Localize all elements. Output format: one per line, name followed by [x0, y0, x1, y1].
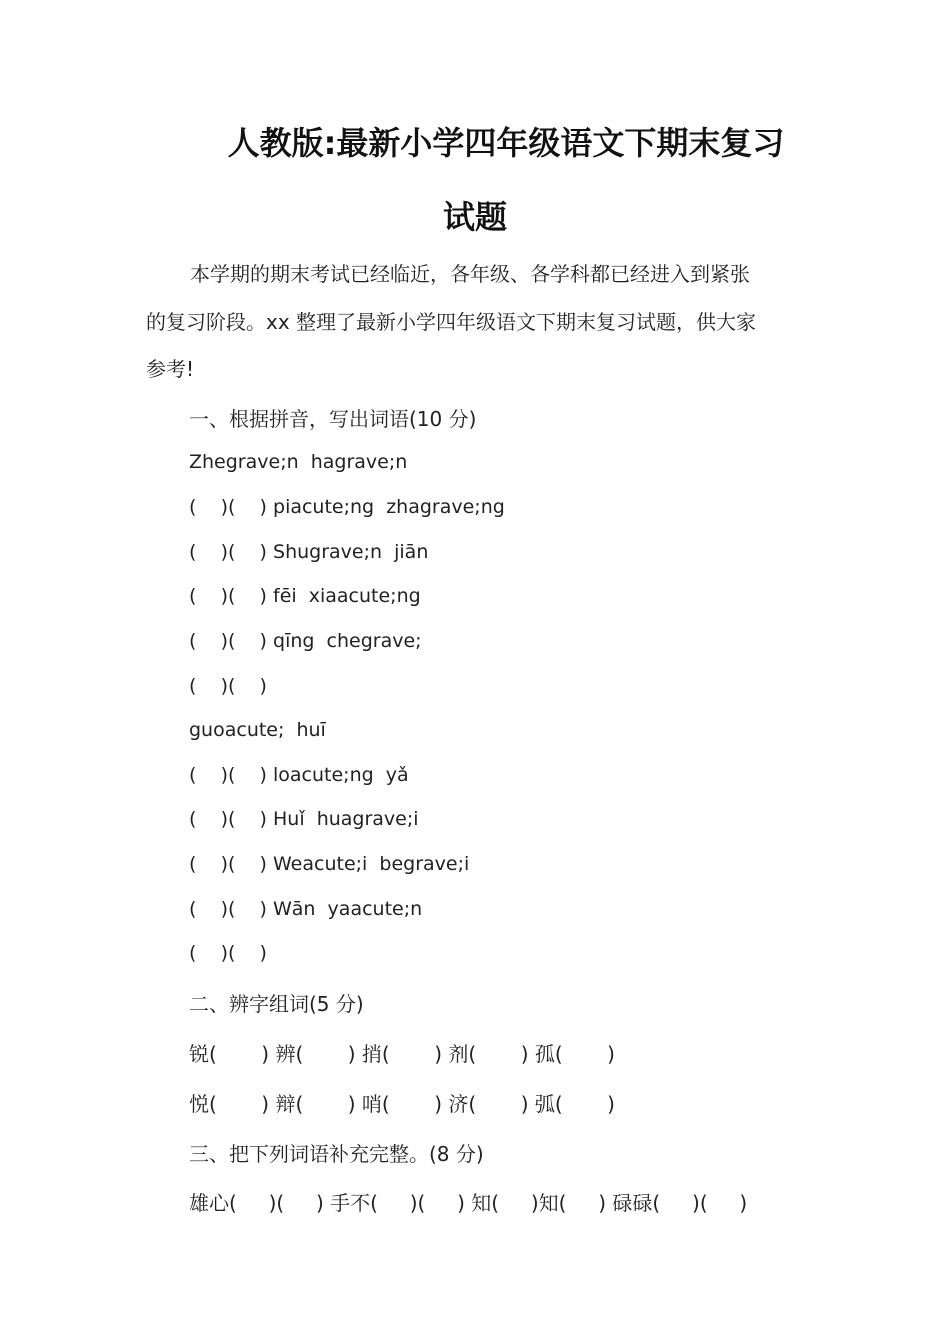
pinyin-line: ( )( ) Weacute;i begrave;i: [189, 853, 470, 875]
pinyin-line: Zhegrave;n hagrave;n: [189, 451, 408, 473]
pinyin-line: ( )( ) Shugrave;n jiān: [189, 541, 429, 563]
pinyin-line: ( )( ) fēi xiaacute;ng: [189, 585, 421, 607]
pinyin-line: ( )( ) qīng chegrave;: [189, 630, 422, 652]
pinyin-line: ( )( ) Wān yaacute;n: [189, 898, 423, 920]
word-group-line: 锐( ) 辨( ) 捎( ) 剂( ) 孤( ): [189, 1042, 615, 1066]
pinyin-line: ( )( ) loacute;ng yǎ: [189, 764, 409, 786]
section-3-heading: 三、把下列词语补充完整。(8 分): [189, 1142, 484, 1166]
intro-paragraph-line-3: 参考!: [146, 357, 195, 381]
word-group-line: 悦( ) 辩( ) 哨( ) 济( ) 弧( ): [189, 1092, 615, 1116]
document-title-line-1: 人教版:最新小学四年级语文下期末复习: [227, 124, 785, 162]
intro-paragraph-line-2: 的复习阶段。xx 整理了最新小学四年级语文下期末复习试题，供大家: [146, 310, 757, 334]
section-2-heading: 二、辨字组词(5 分): [189, 992, 364, 1016]
section-1-heading: 一、根据拼音，写出词语(10 分): [189, 407, 477, 431]
pinyin-line: guoacute; huī: [189, 719, 326, 741]
pinyin-line: ( )( ): [189, 942, 267, 964]
fill-in-words-line: 雄心( )( ) 手不( )( ) 知( )知( ) 碌碌( )( ): [189, 1191, 748, 1215]
document-title-line-2: 试题: [442, 198, 507, 236]
pinyin-line: ( )( ) piacute;ng zhagrave;ng: [189, 496, 505, 518]
intro-paragraph-line-1: 本学期的期末考试已经临近，各年级、各学科都已经进入到紧张: [190, 262, 750, 286]
pinyin-line: ( )( ) Huǐ huagrave;i: [189, 808, 419, 830]
pinyin-line: ( )( ): [189, 675, 267, 697]
